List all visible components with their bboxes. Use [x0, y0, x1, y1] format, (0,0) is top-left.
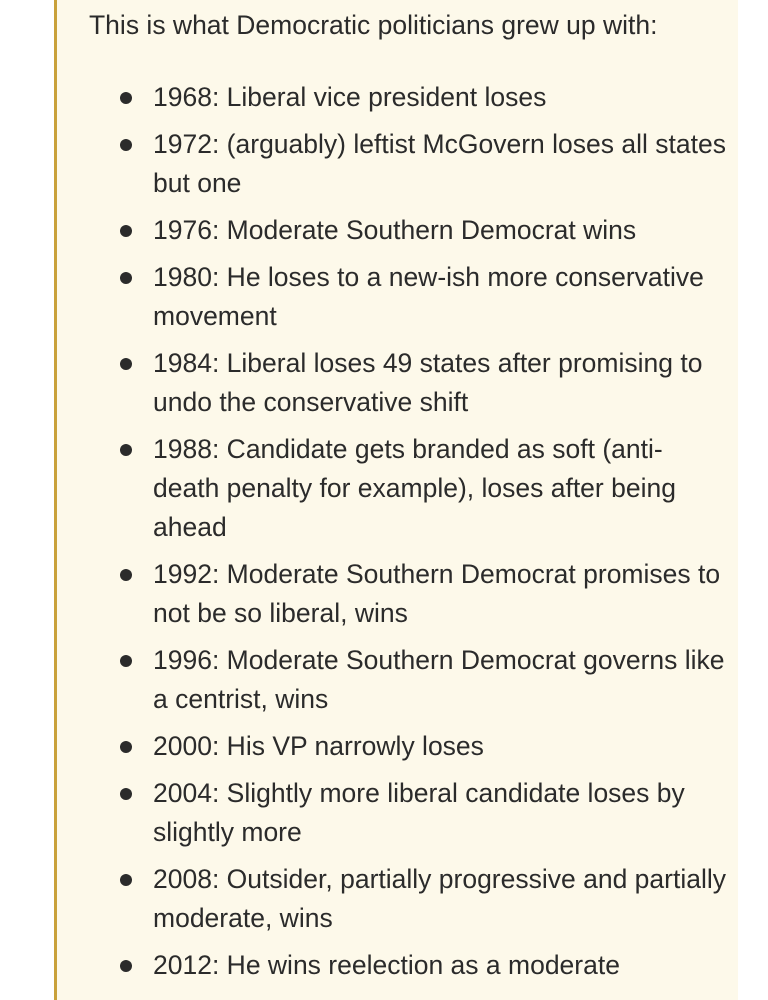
intro-text: This is what Democratic politicians grew up with: [89, 10, 658, 40]
quote-panel [54, 0, 738, 1000]
list-item [117, 258, 729, 336]
list-item [117, 641, 729, 719]
list-item [117, 344, 729, 422]
list-item-text: 2000: His VP narrowly loses [153, 731, 484, 761]
bullet-icon [120, 874, 132, 886]
election-history-list [117, 78, 729, 993]
list-item-text: 2012: He wins reelection as a moderate [153, 950, 620, 980]
list-item-text: 1972: (arguably) leftist McGovern loses all states but one [153, 129, 726, 198]
list-item-text: 1968: Liberal vice president loses [153, 82, 547, 112]
bullet-icon [120, 569, 132, 581]
bullet-icon [120, 960, 132, 972]
list-item-text: 1996: Moderate Southern Democrat governs like a centrist, wins [153, 645, 725, 714]
right-gutter [738, 0, 768, 1000]
bullet-icon [120, 225, 132, 237]
list-item [117, 727, 729, 766]
list-item-text: 1976: Moderate Southern Democrat wins [153, 215, 637, 245]
bullet-icon [120, 444, 132, 456]
list-item [117, 946, 729, 985]
list-item-text: 1984: Liberal loses 49 states after promising to undo the conservative shift [153, 348, 703, 417]
bullet-icon [120, 139, 132, 151]
list-item-text: 1980: He loses to a new-ish more conservative movement [153, 262, 704, 331]
bullet-icon [120, 655, 132, 667]
bullet-icon [120, 358, 132, 370]
list-item [117, 78, 729, 117]
list-item [117, 125, 729, 203]
bullet-icon [120, 788, 132, 800]
list-item [117, 430, 729, 547]
list-item-text: 1988: Candidate gets branded as soft (anti-death penalty for example), loses after being ahead [153, 434, 676, 542]
bullet-icon [120, 272, 132, 284]
bullet-icon [120, 741, 132, 753]
list-item [117, 211, 729, 250]
list-item [117, 555, 729, 633]
list-item-text: 2004: Slightly more liberal candidate loses by slightly more [153, 778, 685, 847]
list-item [117, 860, 729, 938]
bullet-icon [120, 92, 132, 104]
list-item-text: 1992: Moderate Southern Democrat promises to not be so liberal, wins [153, 559, 721, 628]
list-item-text: 2008: Outsider, partially progressive and partially moderate, wins [153, 864, 726, 933]
list-item [117, 774, 729, 852]
